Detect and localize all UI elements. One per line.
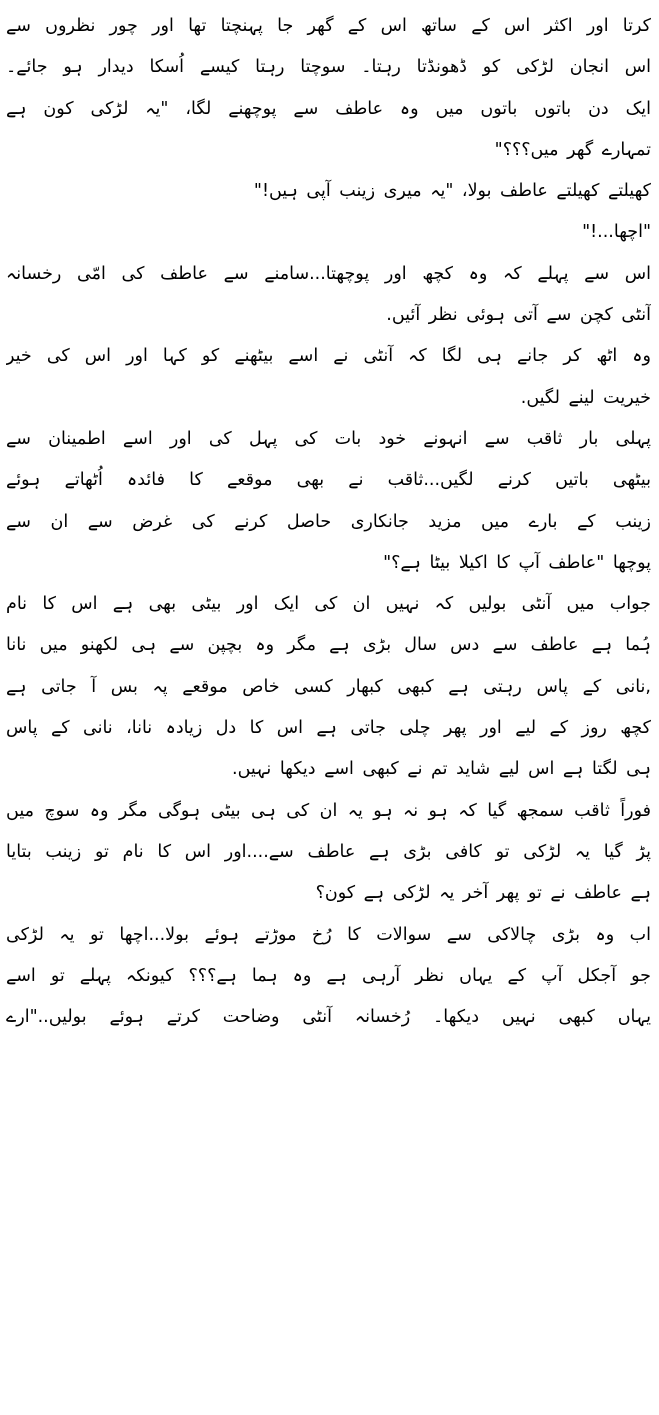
text-line: یہاں کبھی نہیں دیکھا۔ رُخسانہ آنٹی وضاحت کرتے ہوئے بولیں.."ارے xyxy=(6,1007,651,1028)
text-line: اب وہ بڑی چالاکی سے سوالات کا رُخ موڑتے ہوئے بولا...اچھا تو یہ لڑکی xyxy=(6,924,651,945)
text-line: کھیلتے کھیلتے عاطف بولا، "یہ میری زینب آپی ہیں!" xyxy=(253,181,651,202)
text-line: اس انجان لڑکی کو ڈھونڈتا رہتا۔ سوچتا رہتا کیسے اُسکا دیدار ہو جائے۔ xyxy=(6,57,651,78)
text-body xyxy=(6,6,651,1038)
text-line: "اچھا...!" xyxy=(582,222,651,243)
text-line: کچھ روز کے لیے اور پھر چلی جاتی ہے اس کا دل زیادہ نانا، نانی کے پاس xyxy=(6,718,651,739)
text-line: ہی لگتا ہے اس لیے شاید تم نے کبھی اسے دیکھا نہیں. xyxy=(232,759,651,780)
text-line: پوچھا "عاطف آپ کا اکیلا بیٹا ہے؟" xyxy=(383,552,651,573)
text-line: جو آجکل آپ کے یہاں نظر آرہی ہے وہ ہما ہے؟؟؟ کیونکہ پہلے تو اسے xyxy=(6,965,651,986)
text-line: وہ اٹھ کر جانے ہی لگا کہ آنٹی نے اسے بیٹھنے کو کہا اور اس کی خیر xyxy=(6,346,651,367)
text-line: زینب کے بارے میں مزید جانکاری حاصل کرنے کی غرض سے ان سے xyxy=(6,511,651,532)
text-line: بیٹھی باتیں کرنے لگیں...ثاقب نے بھی موقعے کا فائدہ اُٹھاتے ہوئے xyxy=(6,470,651,491)
text-line: پہلی بار ثاقب سے انہونے خود بات کی پہل کی اور اسے اطمینان سے xyxy=(6,428,651,449)
text-line: آنٹی کچن سے آتی ہوئی نظر آئیں. xyxy=(386,305,651,326)
text-line: تمہارے گھر میں؟؟؟" xyxy=(494,139,651,160)
text-line: فوراً ثاقب سمجھ گیا کہ ہو نہ ہو یہ ان کی ہی بیٹی ہوگی مگر وہ سوچ میں xyxy=(6,800,651,821)
text-line: خیریت لینے لگیں. xyxy=(520,387,651,408)
text-line: ہُما ہے عاطف سے دس سال بڑی ہے مگر وہ بچپن سے ہی لکھنو میں نانا xyxy=(6,635,651,656)
text-line: اس سے پہلے کہ وہ کچھ اور پوچھتا...سامنے سے عاطف کی امّی رخسانہ xyxy=(6,263,651,284)
text-line: پڑ گیا یہ لڑکی تو کافی بڑی ہے عاطف سے....اور اس کا نام تو زینب بتایا xyxy=(6,841,651,862)
text-line: کرتا اور اکثر اس کے ساتھ اس کے گھر جا پہنچتا تھا اور چور نظروں سے xyxy=(6,16,651,36)
text-line: ایک دن باتوں باتوں میں وہ عاطف سے پوچھنے لگا، "یہ لڑکی کون ہے xyxy=(6,98,651,119)
text-line: ہے عاطف نے تو پھر آخر یہ لڑکی ہے کون؟ xyxy=(315,883,651,904)
text-line: جواب میں آنٹی بولیں کہ نہیں ان کی ایک اور بیٹی بھی ہے اس کا نام xyxy=(6,594,651,615)
text-line: ,نانی کے پاس رہتی ہے کبھی کبھار کسی خاص موقعے پہ بس آ جاتی ہے xyxy=(6,676,651,697)
